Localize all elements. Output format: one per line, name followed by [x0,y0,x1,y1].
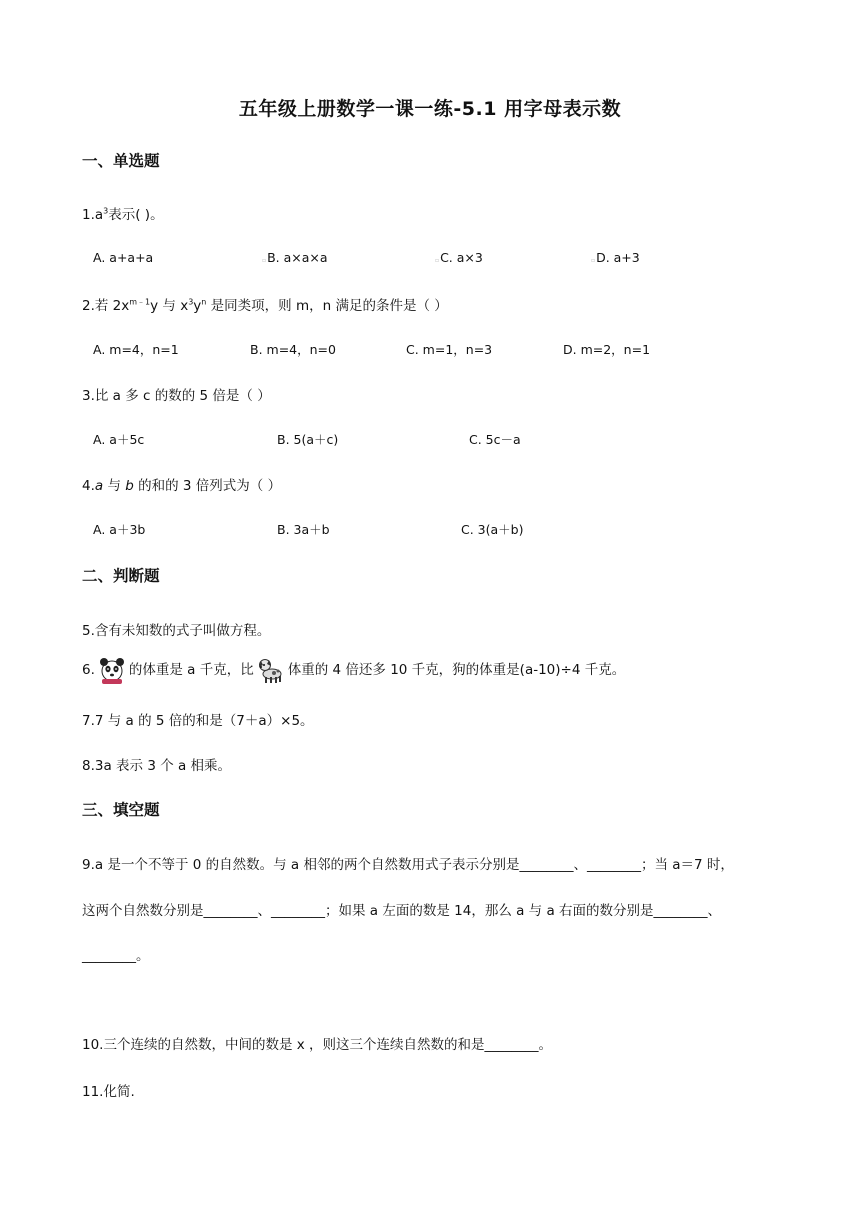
question-2-text: 是同类项，则 m，n 满足的条件是（ ） [206,298,448,314]
question-2-exponent-3: n [201,297,207,307]
question-9-line-1: 9.a 是一个不等于 0 的自然数。与 a 相邻的两个自然数用式子表示分别是________、________；当 a＝7 时， [82,857,734,873]
question-6-mid: 的体重是 a 千克，比 [128,662,254,678]
question-1-prefix: 1.a [82,207,104,223]
q1-option-d [591,250,640,265]
question-4-var-a: a [94,478,104,494]
question-6-prefix: 6. [82,662,95,678]
q1-option-b-label: B. a×a×a [267,250,328,265]
question-5: 5.含有未知数的式子叫做方程。 [82,623,271,639]
q4-option-a: A. a＋3b [93,522,146,537]
question-9-line-2: 这两个自然数分别是________、________；如果 a 左面的数是 14，那么 a 与 a 右面的数分别是________、 [82,903,722,919]
q1-option-b [262,250,328,265]
q4-option-b: B. 3a＋b [277,522,330,537]
option-marker-icon: ▫ [262,257,267,264]
question-4-var-b: b [125,478,134,494]
question-2-exponent-1: m﹣1 [129,297,151,307]
question-7: 7.7 与 a 的 5 倍的和是（7＋a）×5。 [82,713,314,729]
question-2-prefix: 2.若 2x [82,298,130,314]
section-heading-true-false: 二、判断题 [82,567,160,585]
option-marker-icon: ▫ [591,257,596,264]
section-heading-single-choice: 一、单选题 [82,152,160,170]
section-heading-fill-in: 三、填空题 [82,801,160,819]
question-2-mid-1: y 与 x [150,298,189,314]
q2-option-d: D. m=2，n=1 [563,342,651,357]
dog-icon [256,655,286,685]
q1-option-d-label: D. a+3 [596,250,640,265]
question-8: 8.3a 表示 3 个 a 相乘。 [82,758,232,774]
question-9-line-3: ________。 [82,948,150,964]
panda-icon [97,655,127,685]
question-4 [82,474,281,494]
question-4-prefix: 4. [82,478,95,494]
q2-option-a: A. m=4，n=1 [93,342,179,357]
page-title: 五年级上册数学一课一练-5.1 用字母表示数 [238,98,622,120]
question-4-text: 的和的 3 倍列式为（ ） [133,478,282,494]
question-2 [82,294,448,314]
question-1 [82,203,164,223]
q2-option-b: B. m=4，n=0 [250,342,336,357]
question-6 [82,655,625,685]
q2-option-c: C. m=1，n=3 [406,342,493,357]
q1-option-c [435,250,483,265]
q3-option-a: A. a＋5c [93,432,145,447]
question-10: 10.三个连续的自然数，中间的数是 x ，则这三个连续自然数的和是________。 [82,1037,553,1053]
question-4-mid: 与 [103,478,126,494]
q1-option-a: A. a+a+a [93,250,154,265]
question-3: 3.比 a 多 c 的数的 5 倍是（ ） [82,388,271,404]
question-2-mid-2: y [193,298,202,314]
question-1-text: 表示( )。 [108,207,164,223]
q4-option-c: C. 3(a＋b) [461,522,524,537]
question-2-exponent-2: 3 [188,297,194,307]
question-6-text: 体重的 4 倍还多 10 千克，狗的体重是(a-10)÷4 千克。 [287,662,626,678]
option-marker-icon: ▫ [435,257,440,264]
q1-option-c-label: C. a×3 [440,250,483,265]
question-1-exponent: 3 [103,206,109,216]
q3-option-b: B. 5(a＋c) [277,432,339,447]
q3-option-c: C. 5c－a [469,432,521,447]
question-11: 11.化简. [82,1084,135,1100]
